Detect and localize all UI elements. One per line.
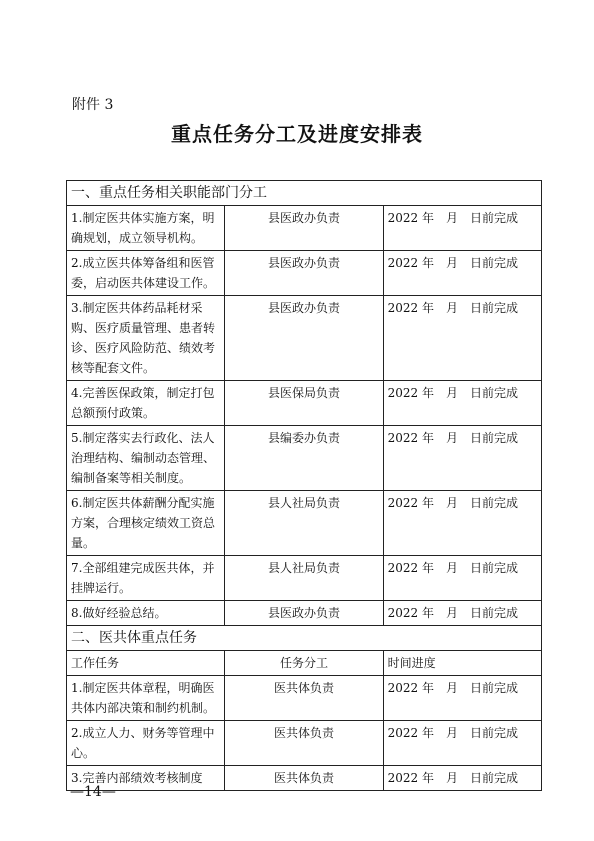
time-cell: 2022 年 月 日前完成 <box>383 556 541 601</box>
dept-cell: 县医政办负责 <box>225 206 383 251</box>
time-cell: 2022 年 月 日前完成 <box>383 721 541 766</box>
time-cell: 2022 年 月 日前完成 <box>383 676 541 721</box>
dept-cell: 县编委办负责 <box>225 426 383 491</box>
dept-cell: 县医保局负责 <box>225 381 383 426</box>
table-row <box>67 381 542 426</box>
time-cell: 2022 年 月 日前完成 <box>383 766 541 791</box>
table-row <box>67 296 542 381</box>
table-row <box>67 556 542 601</box>
dept-cell: 县医政办负责 <box>225 296 383 381</box>
task-cell: 2.成立医共体筹备组和医管委，启动医共体建设工作。 <box>67 251 225 296</box>
task-cell: 3.制定医共体药品耗材采购、医疗质量管理、患者转诊、医疗风险防范、绩效考核等配套文件。 <box>67 296 225 381</box>
dept-cell: 县医政办负责 <box>225 251 383 296</box>
column-header-task: 工作任务 <box>67 651 225 676</box>
time-cell: 2022 年 月 日前完成 <box>383 381 541 426</box>
task-cell: 6.制定医共体薪酬分配实施方案，合理核定绩效工资总量。 <box>67 491 225 556</box>
time-cell: 2022 年 月 日前完成 <box>383 251 541 296</box>
dept-cell: 医共体负责 <box>225 721 383 766</box>
dept-cell: 县人社局负责 <box>225 491 383 556</box>
dept-cell: 县医政办负责 <box>225 601 383 626</box>
table-row <box>67 676 542 721</box>
annex-label: 附件 3 <box>72 97 114 113</box>
table-row <box>67 426 542 491</box>
task-cell: 8.做好经验总结。 <box>67 601 225 626</box>
table-row <box>67 491 542 556</box>
time-cell: 2022 年 月 日前完成 <box>383 601 541 626</box>
page-number: —14— <box>70 784 116 800</box>
time-cell: 2022 年 月 日前完成 <box>383 426 541 491</box>
time-cell: 2022 年 月 日前完成 <box>383 206 541 251</box>
task-cell: 1.制定医共体章程，明确医共体内部决策和制约机制。 <box>67 676 225 721</box>
section-1-heading-row <box>67 181 542 206</box>
task-cell: 7.全部组建完成医共体，并挂牌运行。 <box>67 556 225 601</box>
table-row <box>67 251 542 296</box>
task-table <box>66 180 542 791</box>
document-title: 重点任务分工及进度安排表 <box>171 122 423 146</box>
column-header-time: 时间进度 <box>383 651 541 676</box>
section-2-heading: 二、医共体重点任务 <box>67 626 542 651</box>
task-cell: 1.制定医共体实施方案，明确规划，成立领导机构。 <box>67 206 225 251</box>
header-row <box>67 651 542 676</box>
table-row <box>67 206 542 251</box>
time-cell: 2022 年 月 日前完成 <box>383 491 541 556</box>
task-cell: 4.完善医保政策，制定打包总额预付政策。 <box>67 381 225 426</box>
task-cell: 2.成立人力、财务等管理中心。 <box>67 721 225 766</box>
column-header-dept: 任务分工 <box>225 651 383 676</box>
table-row <box>67 721 542 766</box>
task-cell: 3.完善内部绩效考核制度 <box>67 766 225 791</box>
dept-cell: 医共体负责 <box>225 676 383 721</box>
task-cell: 5.制定落实去行政化、法人治理结构、编制动态管理、编制备案等相关制度。 <box>67 426 225 491</box>
table-row <box>67 601 542 626</box>
dept-cell: 医共体负责 <box>225 766 383 791</box>
section-1-heading: 一、重点任务相关职能部门分工 <box>67 181 542 206</box>
dept-cell: 县人社局负责 <box>225 556 383 601</box>
section-2-heading-row <box>67 626 542 651</box>
time-cell: 2022 年 月 日前完成 <box>383 296 541 381</box>
table-row <box>67 766 542 791</box>
